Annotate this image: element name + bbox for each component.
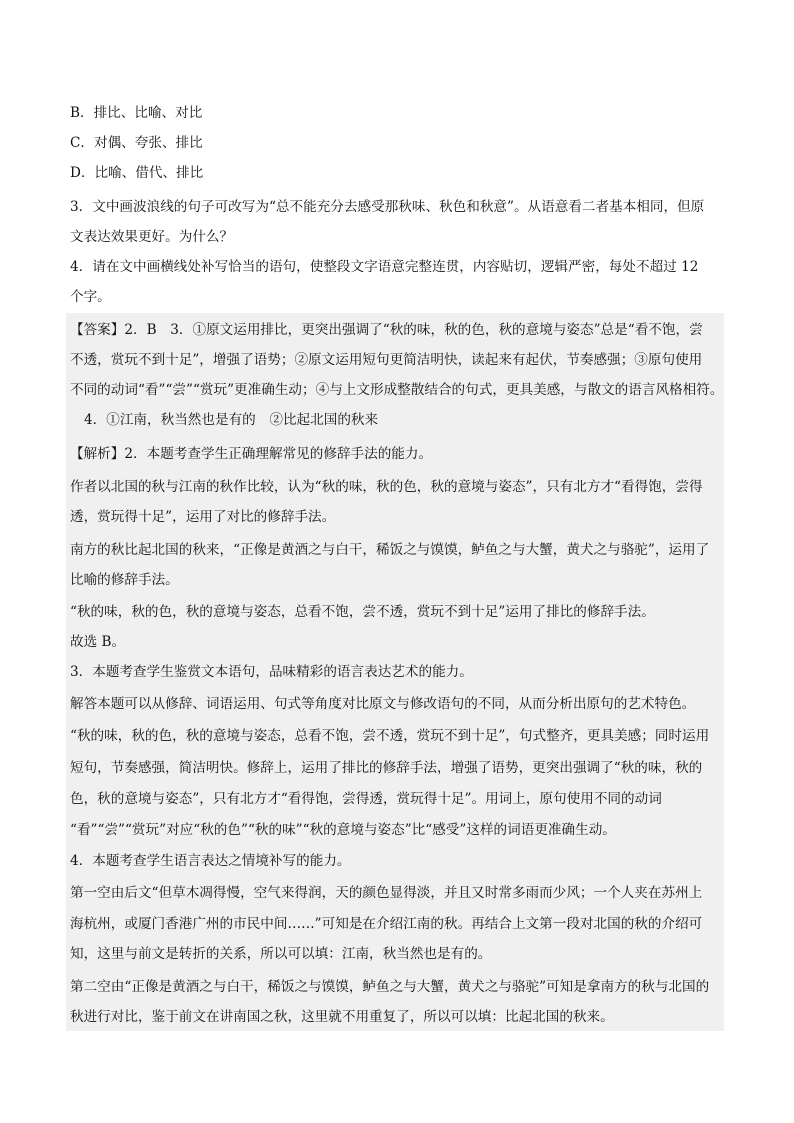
analysis-q4-p1-line-3: 知，这里与前文是转折的关系，所以可以填：江南，秋当然也是有的。 [70, 946, 492, 962]
analysis-q4-p2-line-1: 第二空由“正像是黄酒之与白干，稀饭之与馍馍，鲈鱼之与大蟹，黄犬之与骆驼”可知是拿南方的秋与北国的 [70, 979, 710, 995]
analysis-q3-p2-line-4: “看”“尝”“赏玩”对应“秋的色”“秋的味”“秋的意境与姿态”比“感受”这样的词语更准确生动。 [70, 822, 616, 838]
analysis-q4-p2-line-2: 秋进行对比，鉴于前文在讲南国之秋，这里就不用重复了，所以可以填：比起北国的秋来。 [70, 1009, 614, 1025]
analysis-q3-p2-line-2: 短句，节奏感强，简洁明快。修辞上，运用了排比的修辞手法，增强了语势，更突出强调了“秋的味，秋的 [70, 760, 703, 776]
analysis-p2-line-2: 比喻的修辞手法。 [70, 572, 179, 588]
answer-line-3: 不同的动词“看”“尝”“赏玩”更准确生动；④与上文形成整散结合的句式，更具美感，与散文的语言风格相符。 [70, 382, 724, 398]
analysis-q3-p1: 解答本题可以从修辞、词语运用、句式等角度对比原文与修改语句的不同，从而分析出原句的艺术特色。 [70, 696, 696, 712]
question-4-line-2: 个字。 [70, 289, 111, 305]
analysis-q4-p1-line-1: 第一空由后文“但草木凋得慢，空气来得润，天的颜色显得淡，并且又时常多雨而少风；一个人夹在苏州上 [70, 885, 703, 901]
analysis-p2-line-1: 南方的秋比起北国的秋来，“正像是黄酒之与白干，稀饭之与馍馍，鲈鱼之与大蟹，黄犬之与骆驼”，运用了 [70, 542, 710, 558]
analysis-p3: “秋的味，秋的色，秋的意境与姿态，总看不饱，尝不透，赏玩不到十足”运用了排比的修辞手法。 [70, 604, 655, 620]
answer-line-2: 不透，赏玩不到十足”，增强了语势；②原文运用短句更简洁明快，读起来有起伏，节奏感强；③原句使用 [70, 352, 703, 368]
analysis-q4-p1-line-2: 海杭州，或厦门香港广州的市民中间……”可知是在介绍江南的秋。再结合上文第一段对北国的秋的介绍可 [70, 916, 703, 932]
analysis-p1-line-1: 作者以北国的秋与江南的秋作比较，认为“秋的味，秋的色，秋的意境与姿态”，只有北方才“看得饱，尝得 [70, 479, 703, 495]
option-c: C．对偶、夸张、排比 [70, 135, 203, 151]
option-b: B．排比、比喻、对比 [70, 105, 203, 121]
analysis-p1-line-2: 透，赏玩得十足”，运用了对比的修辞手法。 [70, 509, 336, 525]
question-3-line-1: 3．文中画波浪线的句子可改写为“总不能充分去感受那秋味、秋色和秋意”。从语意看二者基本相同，但原 [70, 199, 705, 215]
analysis-q3-p2-line-1: “秋的味，秋的色，秋的意境与姿态，总看不饱，尝不透，赏玩不到十足”，句式整齐，更具美感；同时运用 [70, 728, 710, 744]
question-4-line-1: 4．请在文中画横线处补写恰当的语句，使整段文字语意完整连贯，内容贴切，逻辑严密，每处不超过 12 [70, 259, 699, 275]
option-d: D．比喻、借代、排比 [70, 165, 204, 181]
question-3-line-2: 文表达效果更好。为什么？ [70, 229, 234, 245]
analysis-heading: 【解析】2．本题考查学生正确理解常见的修辞手法的能力。 [70, 446, 433, 462]
analysis-q4-heading: 4．本题考查学生语言表达之情境补写的能力。 [70, 853, 351, 869]
analysis-q3-p2-line-3: 色，秋的意境与姿态”，只有北方才“看得饱，尝得透，赏玩得十足”。用词上，原句使用不同的动词 [70, 791, 662, 807]
answer-line-1: 【答案】2．B 3．①原文运用排比，更突出强调了“秋的味，秋的色，秋的意境与姿态”总是“看不饱，尝 [70, 322, 703, 338]
analysis-q3-heading: 3．本题考查学生鉴赏文本语句，品味精彩的语言表达艺术的能力。 [70, 664, 473, 680]
answer-line-4: 4．①江南，秋当然也是有的 ②比起北国的秋来 [84, 412, 379, 428]
analysis-p4: 故选 B。 [70, 634, 126, 650]
